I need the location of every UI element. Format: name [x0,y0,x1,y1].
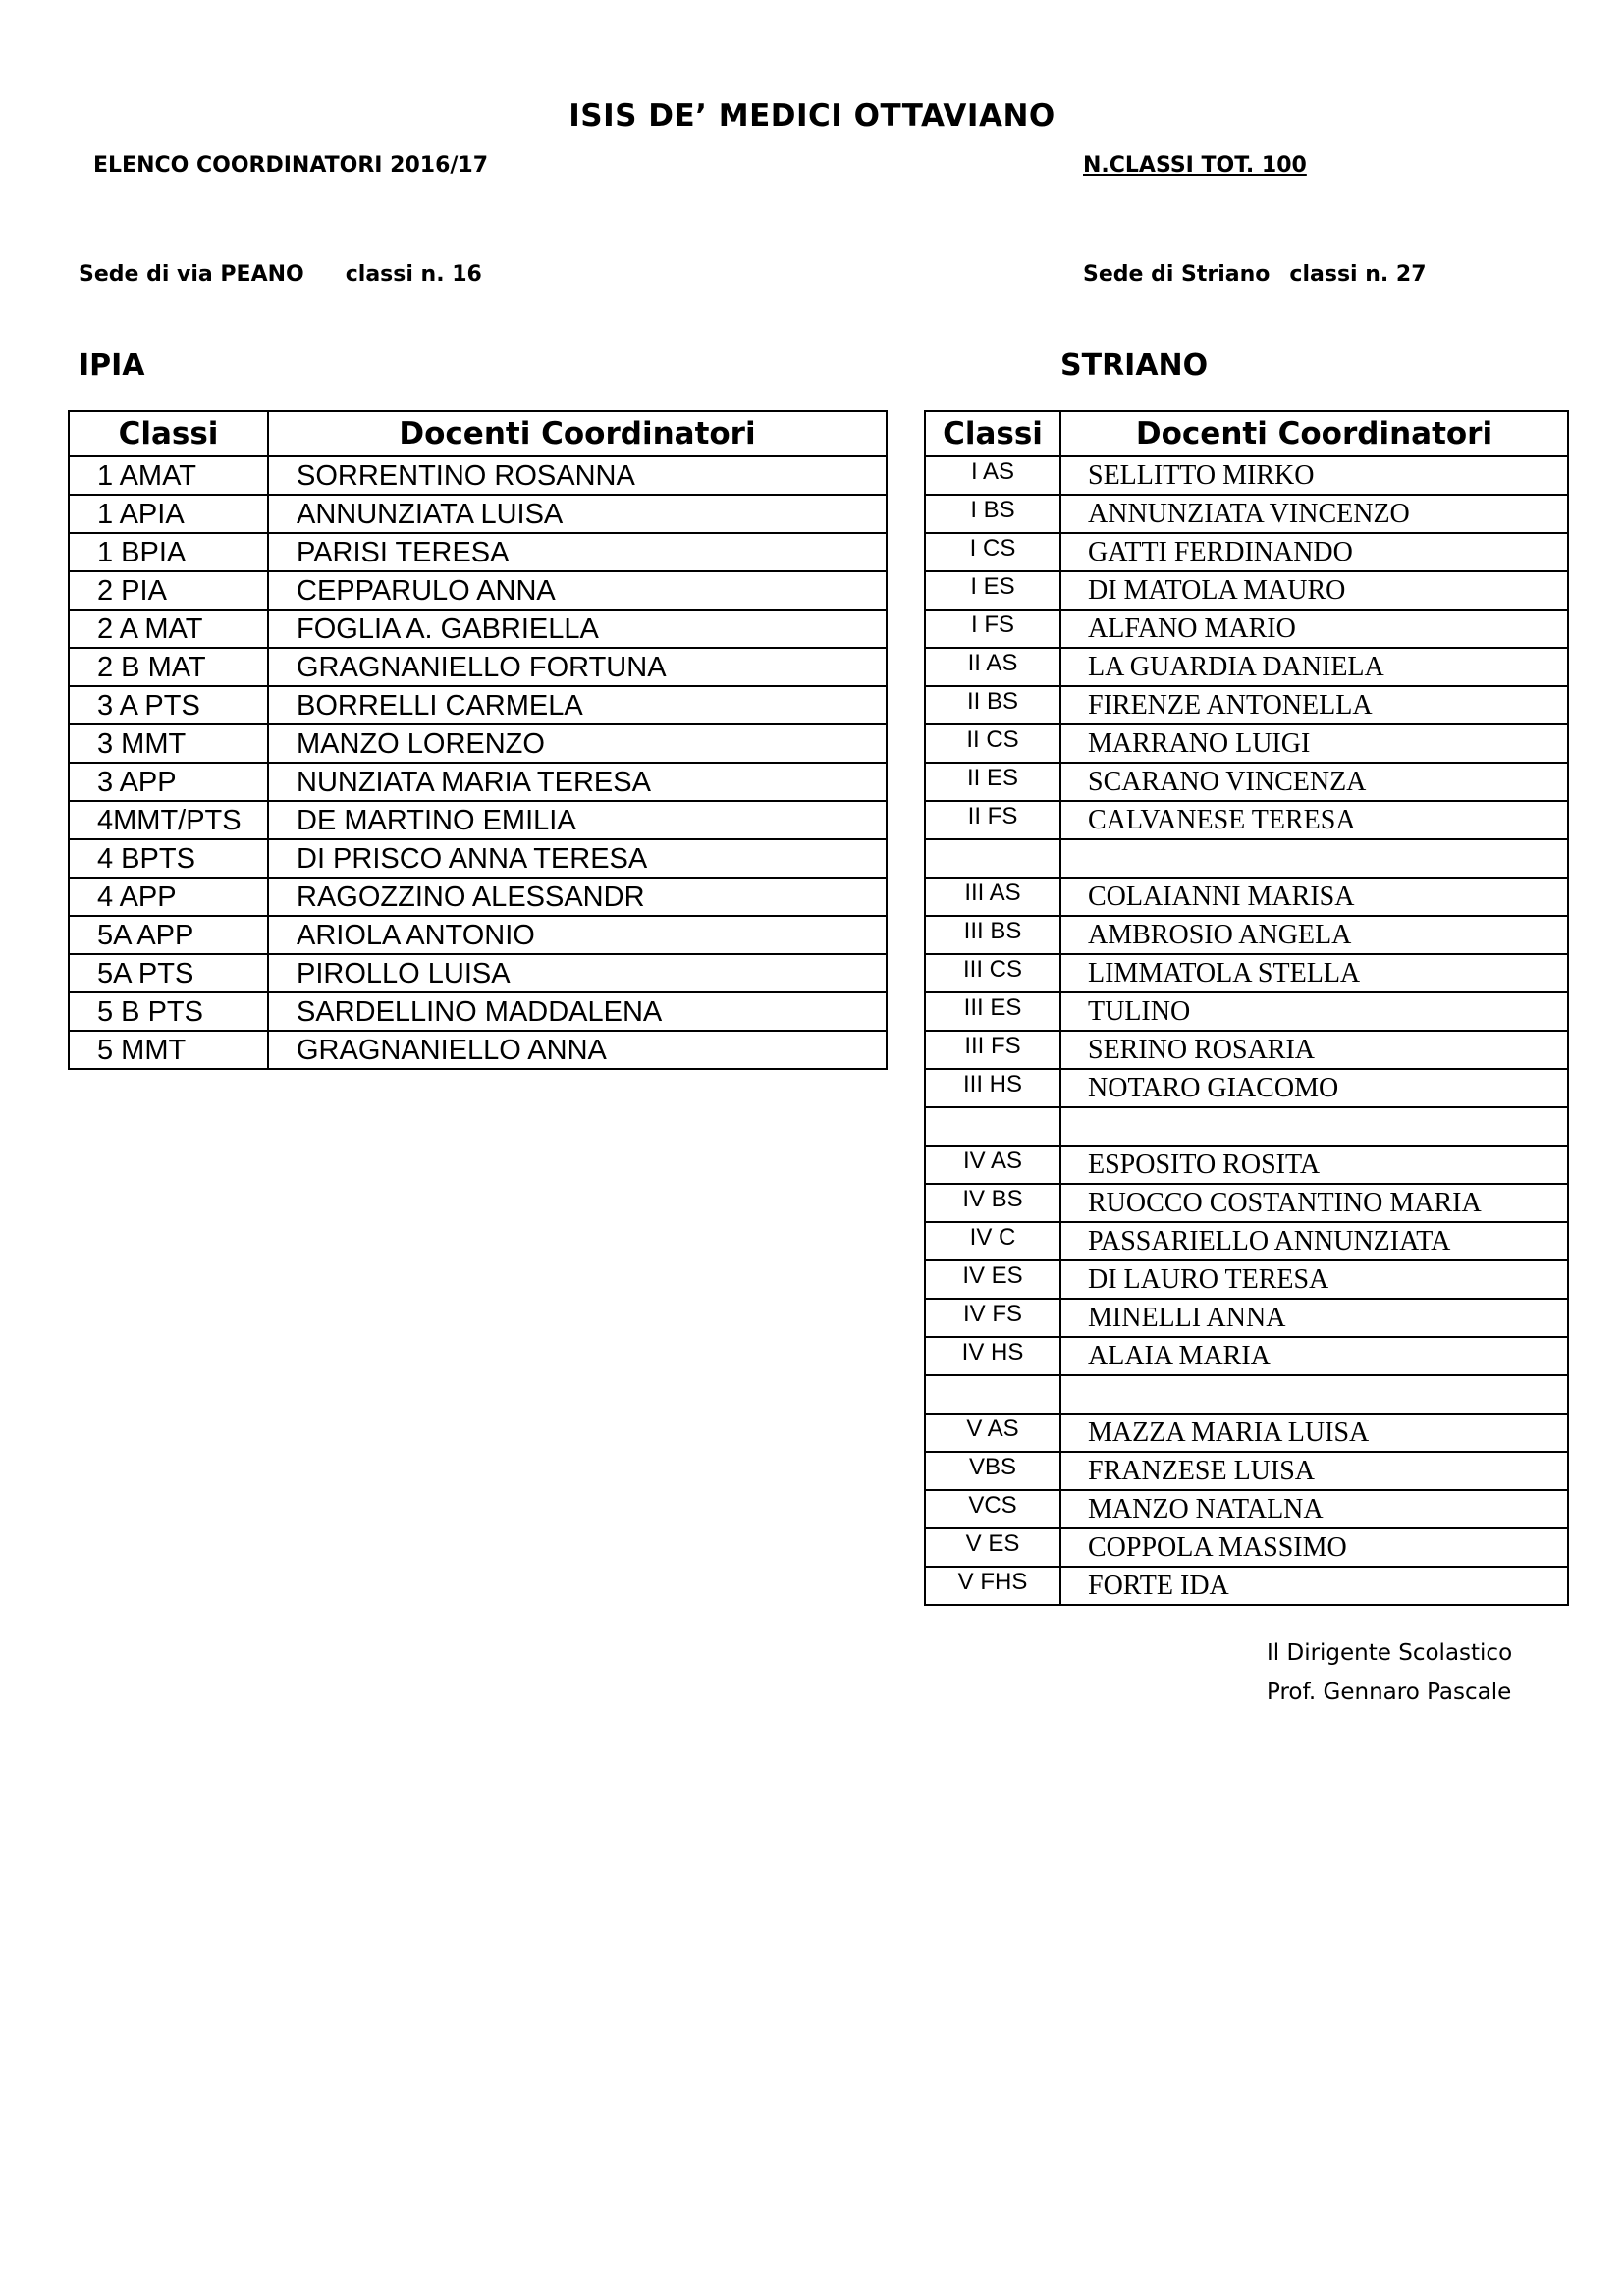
total-classes: N.CLASSI TOT. 100 [1083,153,1307,178]
table-row [925,1107,1568,1146]
cell-docente: SCARANO VINCENZA [1060,763,1568,801]
document-title: ISIS DE’ MEDICI OTTAVIANO [568,98,1056,133]
cell-classe: 2 PIA [69,571,268,610]
cell-classe: VCS [925,1490,1060,1528]
cell-docente: ESPOSITO ROSITA [1060,1146,1568,1184]
cell-classe: 4MMT/PTS [69,801,268,839]
table-row [925,648,1568,686]
cell-classe: II ES [925,763,1060,801]
cell-docente: DI PRISCO ANNA TERESA [268,839,887,878]
cell-classe: 2 B MAT [69,648,268,686]
cell-docente: FRANZESE LUISA [1060,1452,1568,1490]
table-row [69,992,887,1031]
cell-docente: PIROLLO LUISA [268,954,887,992]
table-row [69,878,887,916]
cell-docente: LA GUARDIA DANIELA [1060,648,1568,686]
cell-classe: VBS [925,1452,1060,1490]
table-row [925,954,1568,992]
cell-classe: III FS [925,1031,1060,1069]
table-row [69,1031,887,1069]
left-classes-count: classi n. 16 [345,262,482,287]
cell-docente: PASSARIELLO ANNUNZIATA [1060,1222,1568,1260]
cell-classe: III CS [925,954,1060,992]
table-row [925,992,1568,1031]
table-header-row [69,411,887,456]
table-row [925,878,1568,916]
table-row [925,1567,1568,1605]
table-row [69,495,887,533]
table-row [925,801,1568,839]
cell-docente: MARRANO LUIGI [1060,724,1568,763]
cell-docente [1060,1375,1568,1414]
col-header-classi: Classi [69,411,268,456]
table-row [925,610,1568,648]
cell-classe: IV ES [925,1260,1060,1299]
cell-classe: III ES [925,992,1060,1031]
cell-docente: PARISI TERESA [268,533,887,571]
cell-classe: 3 MMT [69,724,268,763]
cell-docente: MANZO LORENZO [268,724,887,763]
cell-docente: COLAIANNI MARISA [1060,878,1568,916]
cell-docente: RAGOZZINO ALESSANDR [268,878,887,916]
table-row [69,648,887,686]
cell-classe: I ES [925,571,1060,610]
cell-classe: 5 B PTS [69,992,268,1031]
table-row [69,610,887,648]
table-row [69,801,887,839]
table-row [925,686,1568,724]
cell-docente: FOGLIA A. GABRIELLA [268,610,887,648]
table-row [925,1337,1568,1375]
table-row [925,839,1568,878]
table-row [925,916,1568,954]
cell-classe: IV C [925,1222,1060,1260]
table-row [925,1260,1568,1299]
cell-classe: IV BS [925,1184,1060,1222]
cell-docente: MINELLI ANNA [1060,1299,1568,1337]
cell-classe: 1 AMAT [69,456,268,495]
cell-docente: SARDELLINO MADDALENA [268,992,887,1031]
table-row [69,686,887,724]
cell-docente: SORRENTINO ROSANNA [268,456,887,495]
list-title: ELENCO COORDINATORI 2016/17 [93,153,489,178]
cell-classe: II AS [925,648,1060,686]
col-header-docenti: Docenti Coordinatori [268,411,887,456]
table-row [925,1452,1568,1490]
cell-docente: NOTARO GIACOMO [1060,1069,1568,1107]
cell-classe: 4 BPTS [69,839,268,878]
table-row [925,1184,1568,1222]
right-sede-line [1083,262,1427,287]
col-header-classi: Classi [925,411,1060,456]
cell-classe: 2 A MAT [69,610,268,648]
cell-docente: DE MARTINO EMILIA [268,801,887,839]
ipia-table [68,410,888,1070]
cell-docente: ALFANO MARIO [1060,610,1568,648]
cell-classe: 5A APP [69,916,268,954]
table-row [925,1069,1568,1107]
table-row [925,1414,1568,1452]
table-row [925,1146,1568,1184]
table-row [69,954,887,992]
cell-docente: DI LAURO TERESA [1060,1260,1568,1299]
cell-docente [1060,839,1568,878]
cell-classe: I FS [925,610,1060,648]
right-classes-count: classi n. 27 [1289,262,1427,287]
cell-docente: TULINO [1060,992,1568,1031]
cell-classe [925,1375,1060,1414]
cell-classe: IV AS [925,1146,1060,1184]
table-row [69,533,887,571]
cell-classe: V AS [925,1414,1060,1452]
cell-classe: II CS [925,724,1060,763]
cell-docente: ALAIA MARIA [1060,1337,1568,1375]
cell-docente: GATTI FERDINANDO [1060,533,1568,571]
cell-classe: V FHS [925,1567,1060,1605]
cell-docente: SERINO ROSARIA [1060,1031,1568,1069]
cell-classe: II BS [925,686,1060,724]
cell-classe: IV FS [925,1299,1060,1337]
cell-classe: III AS [925,878,1060,916]
table-row [925,1031,1568,1069]
cell-classe: V ES [925,1528,1060,1567]
cell-classe: 4 APP [69,878,268,916]
cell-classe: I BS [925,495,1060,533]
table-row [925,724,1568,763]
cell-docente: BORRELLI CARMELA [268,686,887,724]
table-header-row [925,411,1568,456]
table-row [925,1490,1568,1528]
signature-name: Prof. Gennaro Pascale [1267,1680,1512,1705]
table-row [925,763,1568,801]
cell-classe: I AS [925,456,1060,495]
cell-classe: 5 MMT [69,1031,268,1069]
table-row [69,724,887,763]
cell-classe: 1 APIA [69,495,268,533]
cell-classe: II FS [925,801,1060,839]
cell-docente: DI MATOLA MAURO [1060,571,1568,610]
left-sede: Sede di via PEANO [79,262,304,287]
cell-docente: MANZO NATALNA [1060,1490,1568,1528]
table-row [925,495,1568,533]
cell-docente: ARIOLA ANTONIO [268,916,887,954]
cell-docente: COPPOLA MASSIMO [1060,1528,1568,1567]
ipia-heading: IPIA [79,348,145,383]
table-row [69,763,887,801]
cell-docente: GRAGNANIELLO FORTUNA [268,648,887,686]
cell-docente: ANNUNZIATA VINCENZO [1060,495,1568,533]
striano-heading: STRIANO [1060,348,1209,383]
cell-classe: 1 BPIA [69,533,268,571]
cell-classe: 3 A PTS [69,686,268,724]
cell-docente [1060,1107,1568,1146]
table-row [69,571,887,610]
cell-docente: AMBROSIO ANGELA [1060,916,1568,954]
cell-classe: III BS [925,916,1060,954]
cell-docente: RUOCCO COSTANTINO MARIA [1060,1184,1568,1222]
cell-classe: 3 APP [69,763,268,801]
cell-docente: GRAGNANIELLO ANNA [268,1031,887,1069]
table-row [925,1299,1568,1337]
cell-docente: LIMMATOLA STELLA [1060,954,1568,992]
cell-classe [925,1107,1060,1146]
cell-docente: SELLITTO MIRKO [1060,456,1568,495]
col-header-docenti: Docenti Coordinatori [1060,411,1568,456]
cell-classe: 5A PTS [69,954,268,992]
table-row [925,1375,1568,1414]
cell-docente: FORTE IDA [1060,1567,1568,1605]
cell-docente: CALVANESE TERESA [1060,801,1568,839]
signature-role: Il Dirigente Scolastico [1267,1640,1513,1666]
striano-table [924,410,1569,1606]
table-row [925,533,1568,571]
table-row [69,839,887,878]
cell-classe: IV HS [925,1337,1060,1375]
cell-classe [925,839,1060,878]
right-sede: Sede di Striano [1083,262,1271,287]
cell-docente: MAZZA MARIA LUISA [1060,1414,1568,1452]
left-sede-line [79,262,482,287]
cell-classe: I CS [925,533,1060,571]
table-row [925,1222,1568,1260]
table-row [925,456,1568,495]
cell-docente: ANNUNZIATA LUISA [268,495,887,533]
cell-docente: CEPPARULO ANNA [268,571,887,610]
table-row [69,456,887,495]
cell-docente: FIRENZE ANTONELLA [1060,686,1568,724]
cell-classe: III HS [925,1069,1060,1107]
table-row [925,1528,1568,1567]
table-row [69,916,887,954]
cell-docente: NUNZIATA MARIA TERESA [268,763,887,801]
table-row [925,571,1568,610]
